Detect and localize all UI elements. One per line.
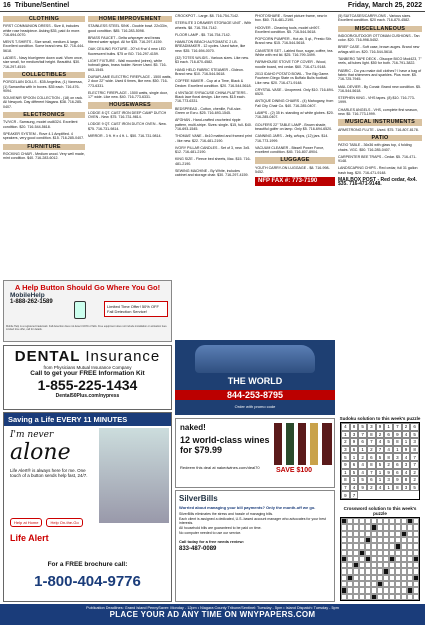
classified-ad: MEN'S T-SHIRTS - Size small, medium & large. Excellent condition. Some brand new. $2. 716-444-5618. (3, 40, 85, 53)
dental-web[interactable]: Dental50Plus.com/nypress (55, 393, 120, 399)
sudoku-cell: 4 (384, 446, 393, 454)
sudoku-cell: 7 (410, 461, 419, 469)
sudoku-cell: 8 (410, 446, 419, 454)
sudoku-cell: 5 (341, 453, 350, 461)
sudoku-cell: 3 (341, 446, 350, 454)
silverbills-logo: SilverBills (179, 494, 218, 503)
sudoku-cell: 9 (393, 431, 402, 439)
sudoku-cell: 2 (384, 461, 393, 469)
classified-ad: FLOOR LAMP - $5. 716-754-7142. (175, 32, 231, 37)
sudoku-cell: 3 (350, 431, 359, 439)
classified-ad: GOLFERS 22" TABLE LAMP - Brown shade, beautiful golfer on lamp. Only $5. 716-694-6520. (255, 122, 333, 131)
sudoku-cell: 1 (341, 431, 350, 439)
wine-save-badge: SAVE $100 (276, 467, 313, 474)
sudoku-cell: 6 (393, 469, 402, 477)
lifealert-free: For a FREE brochure call: (47, 561, 128, 568)
dental-from: from Physicians Mutual Insurance Company (43, 365, 132, 370)
section-patio: PATIO (338, 135, 422, 141)
sudoku-cell: 3 (402, 484, 411, 492)
classified-ad: PORCELAIN DOLLS - $35 Angelina, (1) Vanessa, (1) Samantha with in boxes. $35 each. 716-476-9094. (3, 80, 83, 93)
classified-ad: STAINLESS STEEL SINK - Double bowl. 22x33in, good condition. $85. 716-283-5098. (88, 24, 168, 33)
classified-ad: FARMHOUSE STOVE TOP COVER - Wood, noodle board, red cedar. $60. 716-471-9148. (255, 60, 327, 69)
paper-name: Tribune/Sentinel (14, 2, 70, 9)
sudoku-cell: 8 (402, 476, 411, 484)
classified-ad: STEPHEN KING - VHS tapes. (8) $10. 716-773-1999. (338, 96, 415, 105)
classified-ad: PHOTOSHARE - Smart picture frame, new in box. $60. 716-481-2190. (255, 14, 328, 23)
lifealert-line1: I'm never (10, 430, 54, 440)
sudoku-cell: 6 (367, 476, 376, 484)
classified-ad: ELECTRIC FIREPLACE - 1500 watts, single door, 17" wide. Like new. $40. 716-773-6331. (88, 90, 168, 100)
sudoku-cell: 8 (393, 484, 402, 492)
classified-ad: IVORY PILLAR CANDLES - Set of 3, new. 3x5. $12. 716-481-2190. (175, 145, 251, 155)
classified-ad: LANDSCAPING CHIPS - Red cedar, full 31 gallon trash bag. $20. 716-471-9148. (338, 166, 418, 175)
sudoku-cell: 7 (367, 438, 376, 446)
ford-phone[interactable]: 844-253-8795 (175, 390, 335, 400)
classified-ad: KING SIZE - Fleece bed sheets, lilac. $15. 716-481-2190. (175, 157, 251, 166)
classified-ad: TANBERG TAPE DECK - Olscope BICO Mod423, 7" reels, all tubes light. $50 for both. 716-791-3822. (338, 57, 422, 66)
sudoku-cell: 1 (350, 476, 359, 484)
sudoku-cell: 1 (376, 469, 385, 477)
mobilehelp-phone[interactable]: 1-888-262-1589 (10, 299, 53, 305)
ford-ad[interactable] (175, 340, 335, 415)
sudoku-cell: 1 (376, 476, 385, 484)
sudoku-cell: 5 (384, 438, 393, 446)
classified-ad: LODGE 9 QT. CAST IRON DUTCH OVEN - New. $75. 716-731-9814. (88, 122, 167, 131)
ford-sub: Order with promo code (234, 404, 276, 409)
mobilehelp-fineprint: Mobile Help is a registered trademark. Fall detection does not detect 100% of falls. Free equipment does not include installation or activation fees. Limited time offer, call for details. (6, 325, 168, 331)
classified-ad: LADIES - Navy blue/green down coat. Worn once, size small, for medium/tall height. Beautiful. $30. 716-297-4519. (3, 56, 83, 69)
classified-ad: FIRST COMMUNION DRESS - Size 8, includes white rose headpiece. Asking $35, paid 4x more. 716-694-0070. (3, 24, 81, 37)
senior-photo (99, 428, 169, 523)
sudoku-cell: 7 (410, 453, 419, 461)
lifealert-line2: alone (10, 440, 71, 465)
classified-ad: 2013 IDAHO POTATO BOWL - The Big Game. Fourteen Diego State vs Buffalo Bulls football. Like new. $20. 716-471-9148. (255, 71, 330, 85)
sudoku-cell: 3 (410, 438, 419, 446)
classified-ad: FABRIC - Do you make doll clothes? I have a bag of fabric that shimmers and sparkles. Plus more. $5. 716-725-7945. (338, 68, 422, 82)
sudoku-cell: 9 (341, 491, 350, 499)
page-footer (0, 604, 425, 625)
classified-ad: BRIEF CASE - Soft case, brown auges. Brand new w/tags still on. $20. 716-544-5618. (338, 45, 420, 54)
crossword-solution (338, 506, 422, 602)
sudoku-cell: 3 (367, 423, 376, 431)
section-collectibles: COLLECTIBLES (3, 72, 85, 78)
section-housewares: HOUSEWARES (88, 102, 172, 108)
wine-offer[interactable]: Redeem this deal at nakedwines.com/deal70 (180, 465, 260, 470)
sudoku-cell: 5 (376, 461, 385, 469)
classified-ad: MIRROR - 3 ft. H x 4 ft. L. $50. 716-731-9814. (88, 133, 162, 138)
silverbills-question: Worried about managing your bill payments? Only the month-off we go. (179, 505, 316, 510)
classified-ad: CROCKPOT - Large. $8. 716-754-7142. (175, 14, 240, 18)
mobile-phone-icon (74, 301, 86, 319)
sudoku-cell: 4 (376, 484, 385, 492)
classified-ad: POPCORN PUMPER - Hot air, 5 qt., Presto Stir. Brand new. $15. 716-544-5618. (255, 37, 332, 46)
sudoku-cell: 2 (367, 484, 376, 492)
sudoku-cell: 9 (376, 423, 385, 431)
sudoku-cell: 2 (402, 423, 411, 431)
section-clothing: CLOTHING (3, 16, 85, 22)
sudoku-cell: 6 (367, 453, 376, 461)
section-miscellaneous: MISCELLANEOUS (338, 26, 422, 32)
sudoku-cell: 4 (350, 484, 359, 492)
sudoku-cell: 8 (384, 453, 393, 461)
sudoku-cell: 2 (410, 469, 419, 477)
sudoku-cell: 5 (410, 431, 419, 439)
classified-ad: ARMSTRONG FLUTE - Used. $75. 716-807-8178. (338, 127, 419, 132)
classified-ad: CRYSTAL VASE - Unopened. Only $10. 716-694-6520. (255, 87, 334, 97)
classified-ad: LODGE 8 QT. CAST IRON DEEP CAMP DUTCH OVEN - New. $75. 716-731-9814. (88, 110, 167, 120)
column-4 (255, 14, 335, 336)
silverbills-ad[interactable] (175, 490, 335, 602)
dental-phone[interactable]: 1-855-225-1434 (37, 377, 138, 393)
sudoku-title: Sudoku solution to this week's puzzle (339, 416, 421, 421)
sudoku-cell: 1 (350, 453, 359, 461)
ford-brand: THE WORLD (227, 376, 283, 386)
sudoku-cell: 4 (376, 438, 385, 446)
sudoku-cell: 2 (410, 476, 419, 484)
sudoku-cell: 9 (384, 469, 393, 477)
classified-ad: BEDSPREAD - Cotton, chenille, Full-size. Green or Ecru. $25. 716-693-1545. (175, 106, 242, 116)
sudoku-cell: 2 (367, 446, 376, 454)
classified-ad: 4 VINTAGE SYRACUSE CHINA PLATTERS - Black lace floral design. Like new. $15 each. 716-773-6331. (175, 90, 248, 104)
mobilehelp-ad[interactable] (3, 280, 172, 342)
sudoku-cell: 5 (358, 476, 367, 484)
section-electronics: ELECTRONICS (3, 112, 85, 118)
sudoku-cell: 8 (367, 431, 376, 439)
sudoku-cell: 6 (358, 438, 367, 446)
mailbox-post-ad: MAILBOX POST - Red cedar, 4x4. $35. 716-471-9148. (338, 177, 417, 188)
sudoku-cell: 5 (410, 484, 419, 492)
sudoku-cell: 9 (402, 446, 411, 454)
dental-title: DENTAL Insurance (14, 348, 161, 365)
sudoku-cell: 7 (341, 484, 350, 492)
classified-ad: HAND HELD FABRIC STEAMER - Gideon. Brand new. $10. 716-544-5618. (175, 67, 244, 76)
sudoku-cell: 6 (350, 446, 359, 454)
sudoku-cell: 2 (358, 453, 367, 461)
sudoku-cell: 1 (341, 469, 350, 477)
classified-ad: ROCKING CHAIR - Medium wood. Very well made, mint condition. $40. 716-283-6012. (3, 151, 85, 161)
page-header (0, 0, 425, 12)
classified-ad: MAIL DEVIER - By Conair. Brand new condition. $5. 716-544-5618. (338, 84, 421, 93)
section-luggage: LUGGAGE (255, 157, 335, 163)
classified-ad: (32) TOTES W/LIDS - Various sizes. Like new. $3 each. 716-870-4582. (175, 56, 249, 65)
classified-ad: DURAFLAME ELECTRIC FIREPLACE - 1500 watts, 2 door 22" wide. Used 6 times, like new. $50. 716-773-6331. (88, 74, 172, 88)
mobilehelp-brand: MobileHelp (10, 292, 45, 299)
dental-insurance-ad[interactable] (3, 345, 172, 410)
sudoku-cell: 6 (350, 461, 359, 469)
lifealert-banner: Saving a Life EVERY 11 MINUTES (4, 413, 171, 426)
sudoku-grid (340, 422, 420, 500)
sudoku-cell: 9 (341, 461, 350, 469)
classified-ad: (5) SUITCASES/CARRY-ONS - Various sizes. Excellent condition. $20 each. 716-870-4582. (338, 14, 412, 23)
mobilehelp-headline: A Help Button Should Go Where You Go! (14, 283, 161, 292)
section-home-improvement: HOME IMPROVEMENT (88, 16, 172, 22)
sudoku-cell: 5 (376, 453, 385, 461)
crossword-grid (340, 517, 420, 601)
sudoku-cell: 4 (358, 461, 367, 469)
classified-ad: CANNING JARS - Jelly, w/tops, (12) jars. $14. 716-773-1999. (255, 134, 329, 143)
classified-ad: LIGHT FIXTURE - Wall mounted (wires), white hobnail glass, brass holder. Never Used. $5. 716-693-1545. (88, 59, 167, 72)
classified-ad: HOOVER - Cleaning tools, model uh907. Excellent condition. $5. 716-544-5618. (255, 25, 321, 34)
classified-ad: HAMILTON BEACH AUTOMATIC 2 LB. BREADMAKER - 12 cycles. Used twice, like new. $35. 716-694-0070. (175, 40, 246, 53)
silverbills-line: All household bills are guaranteed to be paid on time. (179, 526, 262, 530)
wine-bottles-image (274, 423, 332, 465)
sudoku-cell: 1 (402, 438, 411, 446)
column-5 (338, 14, 422, 414)
car-image (195, 345, 315, 373)
sudoku-cell: 1 (384, 423, 393, 431)
section-furniture: FURNITURE (3, 144, 85, 150)
sudoku-cell: 8 (341, 476, 350, 484)
classified-ad: BRASS FAUCET - Delta w/sprayer and brass filtered water spigot. All for $35. 716-297-4159. (88, 35, 163, 45)
sudoku-cell: 7 (367, 469, 376, 477)
sudoku-cell: 3 (402, 461, 411, 469)
sudoku-cell: 9 (350, 438, 359, 446)
silverbills-cta: Call today for a free needs review: (179, 539, 244, 544)
publication-deadlines: Publication Deadlines: Grand Island PennySaver: Monday - 12pm • Niagara County Tribune/Sentinel: Tuesday - 5pm • Island Dispatch: Tuesday - 5pm (86, 606, 339, 610)
sudoku-cell: 4 (402, 453, 411, 461)
sudoku-cell: 2 (341, 438, 350, 446)
help-on-the-go-badge: Help On-the-Go (46, 518, 82, 527)
lifealert-buttons (10, 518, 125, 527)
place-ad-link[interactable]: PLACE YOUR AD ANY TIME ON WNYPAPERS.COM (109, 610, 316, 619)
classified-ad: LAMPS - (2) 35 in. standing w/ white globes. $20. 716-285-0407. (255, 111, 334, 120)
sudoku-cell: 6 (410, 423, 419, 431)
sudoku-solution (338, 416, 422, 504)
lifealert-logo: Life Alert (10, 533, 49, 543)
classified-ad: PATIO TABLE - 36x36 with glass top, 4 folding chairs. VGC. $50. 716-285-0407. (338, 143, 412, 152)
sudoku-cell: 7 (376, 446, 385, 454)
classified-ad: CANISTER SET - Labled flour, sugar, coffee, tea. White with red lid. $25. 716-799-3499. (255, 48, 334, 58)
lifealert-body: Life Alert® is always here for me. One touch of a button sends help fast, 24/7. (10, 468, 88, 478)
column-3 (175, 14, 252, 336)
silverbills-line: SilverBills eliminates the stress and hassle of managing bills. (179, 512, 274, 516)
sudoku-cell: 1 (393, 446, 402, 454)
crossword-cell (413, 594, 419, 600)
silverbills-line: Each client is assigned a dedicated, U.S.-based account manager who advocates for your best interests. (179, 517, 326, 525)
sudoku-cell: 6 (393, 461, 402, 469)
classified-ad: SOUVENIR SPOON COLLECTION - (18) on rack. All Newyork. Day different Niagara. $38. 716-285-0407. (3, 96, 84, 109)
sudoku-cell: 8 (350, 423, 359, 431)
sudoku-cell: 7 (350, 491, 359, 499)
sudoku-cell: 1 (358, 446, 367, 454)
sudoku-cell: 2 (376, 431, 385, 439)
crossword-title: Crossword solution to this week's puzzle (343, 506, 417, 516)
sudoku-cell: 5 (358, 423, 367, 431)
silverbills-line: No computer needed to use our service. (179, 531, 242, 535)
sudoku-cell: 4 (402, 431, 411, 439)
sudoku-cell: 8 (393, 438, 402, 446)
issue-date: Friday, March 25, 2022 (347, 2, 422, 9)
naked-logo: naked! (180, 423, 206, 432)
column-2 (88, 14, 172, 279)
sudoku-cell: 7 (358, 431, 367, 439)
silverbills-phone[interactable]: 833-487-0089 (179, 546, 217, 552)
naked-wines-ad[interactable] (175, 418, 335, 488)
classified-ad: CHARLES ANGELS - VHS, complete first season, new. $5. 716-773-1999. (338, 107, 418, 117)
sudoku-cell: 8 (367, 461, 376, 469)
classified-ad: THOMAS' VANE - 8x10 matted and framed print - like new. $22. 716-481-2190. (175, 134, 252, 143)
classified-ad: ANTIQUE DINING CHAIRS - (4) Mahogany, from Fall City Chair Co. $40. 716-285-0407. (255, 99, 334, 108)
sudoku-cell: 4 (402, 469, 411, 477)
classified-ad: CARPENTER BEE TRAPS - Cedar. $5. 716-471-9148. (338, 154, 417, 164)
classified-ad: TV/VCR - Samsung, model csd6324. Excellent condition. $20. 716-544-5618. (3, 120, 78, 129)
sudoku-cell: 9 (393, 476, 402, 484)
sudoku-cell: 4 (358, 469, 367, 477)
section-musical-instruments: MUSICAL INSTRUMENTS (338, 119, 422, 125)
classified-ad: COFFEE MAKER - Cup at a Time, Black & Decker. Excellent condition. $20. 716-544-5618. (175, 79, 252, 88)
classified-ad: STERILITE 3 DRAWER STORAGE UNIT - With wheels. $8. 716-754-7142. (175, 21, 252, 30)
classified-ad: OAK CEILING FIXTURE - 20"x4 ft w/ 4 new LED fluorescent bulbs. $75 or BO. 716-297-4159. (88, 47, 166, 56)
sudoku-cell: 5 (350, 469, 359, 477)
life-alert-ad[interactable] (3, 412, 172, 602)
classified-ad: INDOOR/OUTDOOR OTTOMAN CUSHIONS - Tan color. $20. 716-998-5452. (338, 33, 420, 43)
sudoku-cell: 9 (358, 484, 367, 492)
sudoku-cell: 6 (384, 431, 393, 439)
sudoku-cell: 7 (393, 423, 402, 431)
mobilehelp-offer: Limited Time Offer! 50% OFF Fall Detection Service! (104, 301, 168, 317)
nfp-fax-number: NFP FAX #: 773-7190 (255, 177, 335, 185)
classified-ad: SEWING MACHINE - By White, includes cabinet and storage chair. $30. 716-297-4159. (175, 169, 249, 178)
classified-ad: AFGHAN - Hand-crafted crocheted ripple pattern, multi-stripe. Sizes: single- $15, full- $40. 716-693-1545. (175, 118, 252, 131)
sudoku-cell: 3 (393, 453, 402, 461)
lifealert-phone[interactable]: 1-800-404-9776 (34, 573, 141, 590)
wine-headline: 12 world-class wines for $79.99 (180, 435, 270, 455)
dental-call: Call to get your FREE Information Kit (30, 370, 145, 377)
sudoku-cell: 1 (384, 484, 393, 492)
page-number: 16 (3, 2, 11, 9)
sudoku-cell: 3 (384, 476, 393, 484)
help-at-home-badge: Help at Home (10, 518, 42, 527)
classified-ad: SPEAKER SYSTEM - Rove 4.1 Amplified. 4 speakers, very good condition. $15. 716-285-0407. (3, 131, 85, 141)
classified-ad: YOUTH CARRY-ON LUGGAGE - $8. 716-998-5452. (255, 165, 330, 175)
classified-ad: VACUUM CLEANER - Bissell Power Force, excellent condition. $45. 716-807-8904. (255, 145, 325, 155)
sudoku-cell: 4 (341, 423, 350, 431)
